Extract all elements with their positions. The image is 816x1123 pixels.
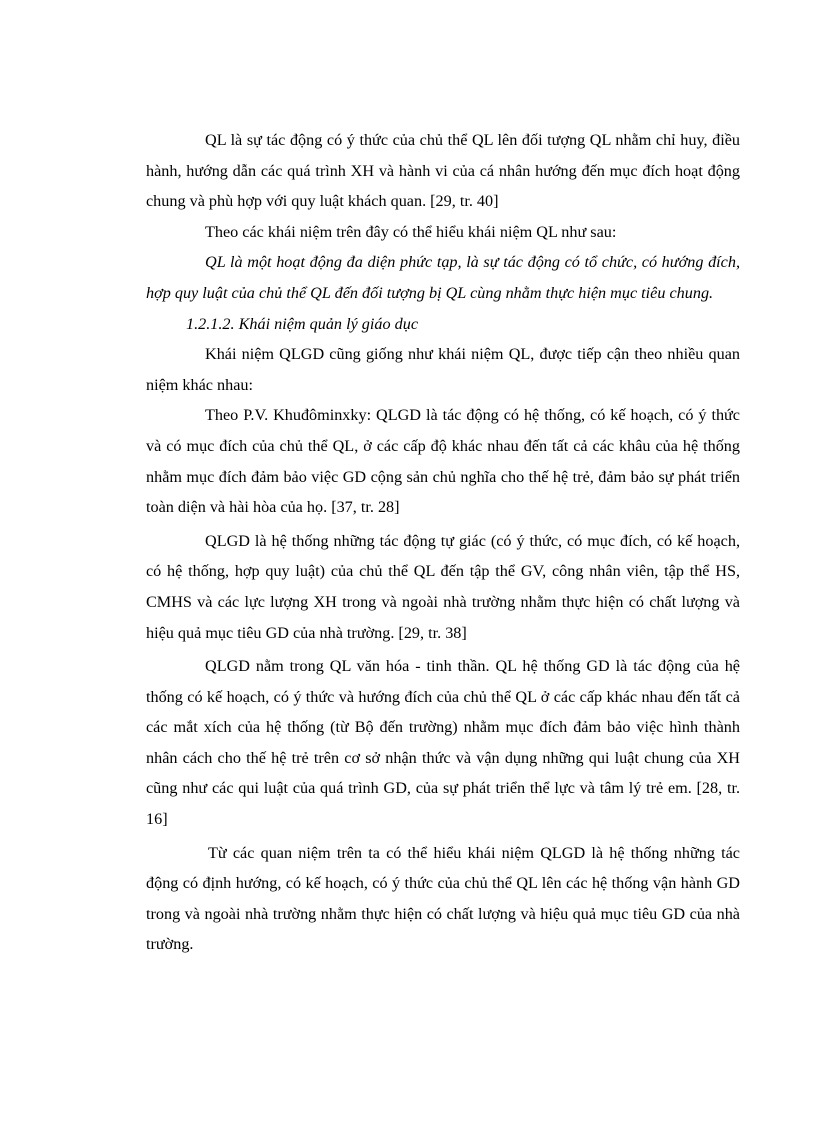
paragraph-qlgd-culture: QLGD nằm trong QL văn hóa - tinh thần. QL hệ thống GD là tác động của hệ thống có kế hoạch, có ý thức và hướng đích của chủ thể QL ở các cấp khác nhau đến tất cả các mắt xích của hệ thống (từ Bộ đến trường) nhằm mục đích đảm bảo việc hình thành nhân cách cho thế hệ trẻ trên cơ sở nhận thức và vận dụng những qui luật chung của XH cũng như các qui luật của quá trình GD, của sự phát triển thể lực và tâm lý trẻ em. [28, tr. 16] <box>146 657 740 829</box>
document-page <box>146 125 740 960</box>
paragraph-qlgd-intro: Khái niệm QLGD cũng giống như khái niệm QL, được tiếp cận theo nhiều quan niệm khác nhau: <box>146 345 740 394</box>
paragraph-ql-definition: QL là sự tác động có ý thức của chủ thể QL lên đối tượng QL nhằm chỉ huy, điều hành, hướng dẫn các quá trình XH và hành vi của cá nhân hướng đến mục đích hoạt động chung và phù hợp với quy luật khách quan. [29, tr. 40] <box>146 131 740 211</box>
paragraph-qlgd-conclusion: Từ các quan niệm trên ta có thể hiểu khái niệm QLGD là hệ thống những tác động có định hướng, có kế hoạch, có ý thức của chủ thể QL lên các hệ thống vận hành GD trong và ngoài nhà trường nhằm thực hiện có chất lượng và hiệu quả mục tiêu GD của nhà trường. <box>146 843 740 954</box>
paragraph-ql-intro: Theo các khái niệm trên đây có thể hiểu khái niệm QL như sau: <box>205 222 617 241</box>
paragraph-qlgd-system: QLGD là hệ thống những tác động tự giác (có ý thức, có mục đích, có kế hoạch, có hệ thống, hợp quy luật) của chủ thể QL đến tập thể GV, công nhân viên, tập thể HS, CMHS và các lực lượng XH trong và ngoài nhà trường nhằm thực hiện có chất lượng và hiệu quả mục tiêu GD của nhà trường. [29, tr. 38] <box>146 531 740 642</box>
paragraph-khudominxky: Theo P.V. Khuđôminxky: QLGD là tác động có hệ thống, có kế hoạch, có ý thức và có mục đích của chủ thể QL, ở các cấp độ khác nhau đến tất cả các khâu của hệ thống nhằm mục đích đảm bảo việc GD cộng sản chủ nghĩa cho thế hệ trẻ, đảm bảo sự phát triển toàn diện và hài hòa của họ. [37, tr. 28] <box>146 406 740 517</box>
section-heading-qlgd: 1.2.1.2. Khái niệm quản lý giáo dục <box>186 314 418 333</box>
paragraph-ql-summary: QL là một hoạt động đa diện phức tạp, là sự tác động có tổ chức, có hướng đích, hợp quy luật của chủ thể QL đến đối tượng bị QL cùng nhằm thực hiện mục tiêu chung. <box>146 253 740 302</box>
